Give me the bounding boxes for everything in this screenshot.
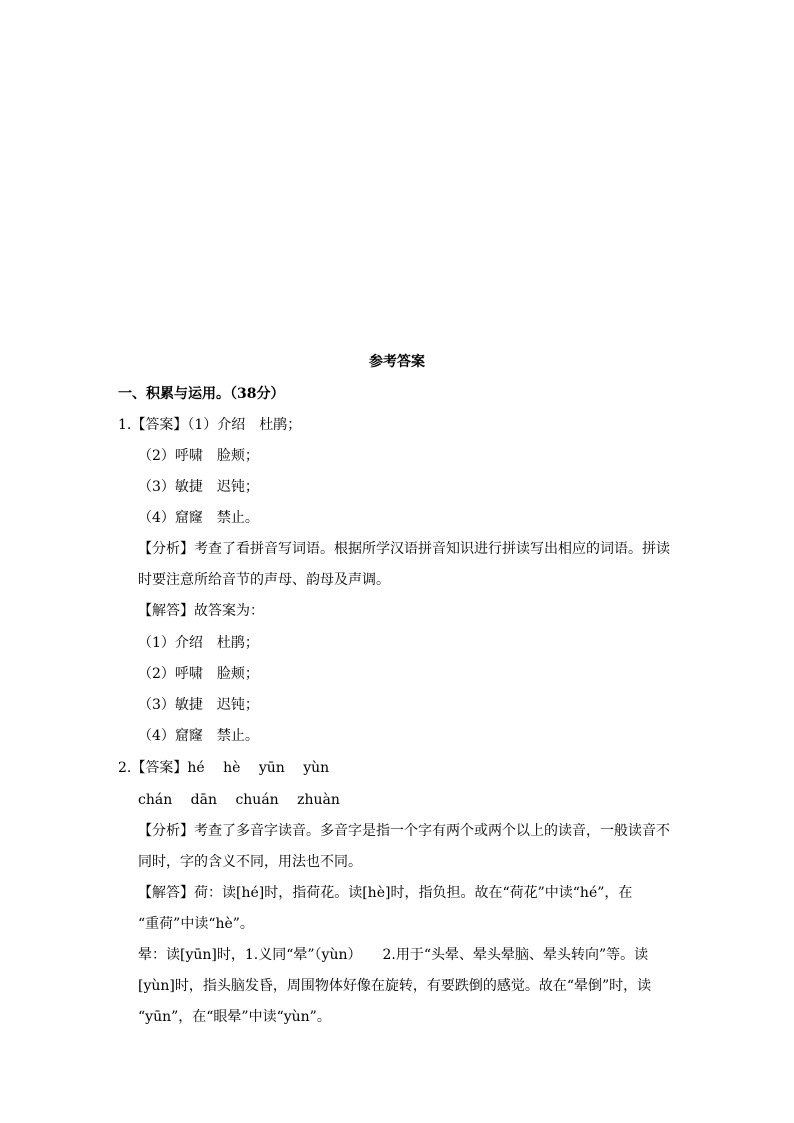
q2-solution-cont: “重荷”中读“hè”。	[138, 916, 254, 932]
q1-solution-item: （1）介绍 杜鹃；	[138, 635, 259, 651]
q2-solution: 【解答】荷：读[hé]时，指荷花。读[hè]时，指负担。故在“荷花”中读“hé”，在	[138, 885, 633, 901]
q1-analysis-cont: 时要注意所给音节的声母、韵母及声调。	[138, 572, 390, 588]
q2-answer: 2.【答案】hé hè yūn yùn	[118, 760, 330, 776]
section-heading: 一、积累与运用。（38分）	[118, 386, 285, 402]
q1-solution: 【解答】故答案为：	[138, 603, 264, 619]
q2-solution-cont: 晕：读[yūn]时，1.义同“晕”（yùn） 2.用于“头晕、晕头晕脑、晕头转向”等。读	[138, 947, 649, 963]
q1-solution-item: （2）呼啸 脸颊；	[138, 666, 259, 682]
q1-solution-item: （4）窟窿 禁止。	[138, 728, 259, 744]
q2-answer-cont: chán dān chuán zhuàn	[138, 792, 340, 808]
q1-answer-item: （3）敏捷 迟钝；	[138, 479, 259, 495]
q2-solution-cont: [yùn]时，指头脑发昏，周围物体好像在旋转，有要跌倒的感觉。故在“晕倒”时，读	[138, 978, 652, 994]
q2-solution-cont: “yūn”，在“眼晕”中读“yùn”。	[138, 1009, 331, 1025]
q1-answer-item: （4）窟窿 禁止。	[138, 510, 259, 526]
q1-answer-item: （2）呼啸 脸颊；	[138, 448, 259, 464]
page-title: 参考答案	[369, 354, 425, 370]
q2-analysis-cont: 同时，字的含义不同，用法也不同。	[138, 854, 362, 870]
q1-answer: 1.【答案】（1）介绍 杜鹃；	[118, 417, 302, 433]
q1-analysis: 【分析】考查了看拼音写词语。根据所学汉语拼音知识进行拼读写出相应的词语。拼读	[138, 541, 670, 557]
q2-analysis: 【分析】考查了多音字读音。多音字是指一个字有两个或两个以上的读音，一般读音不	[138, 823, 670, 839]
q1-solution-item: （3）敏捷 迟钝；	[138, 697, 259, 713]
